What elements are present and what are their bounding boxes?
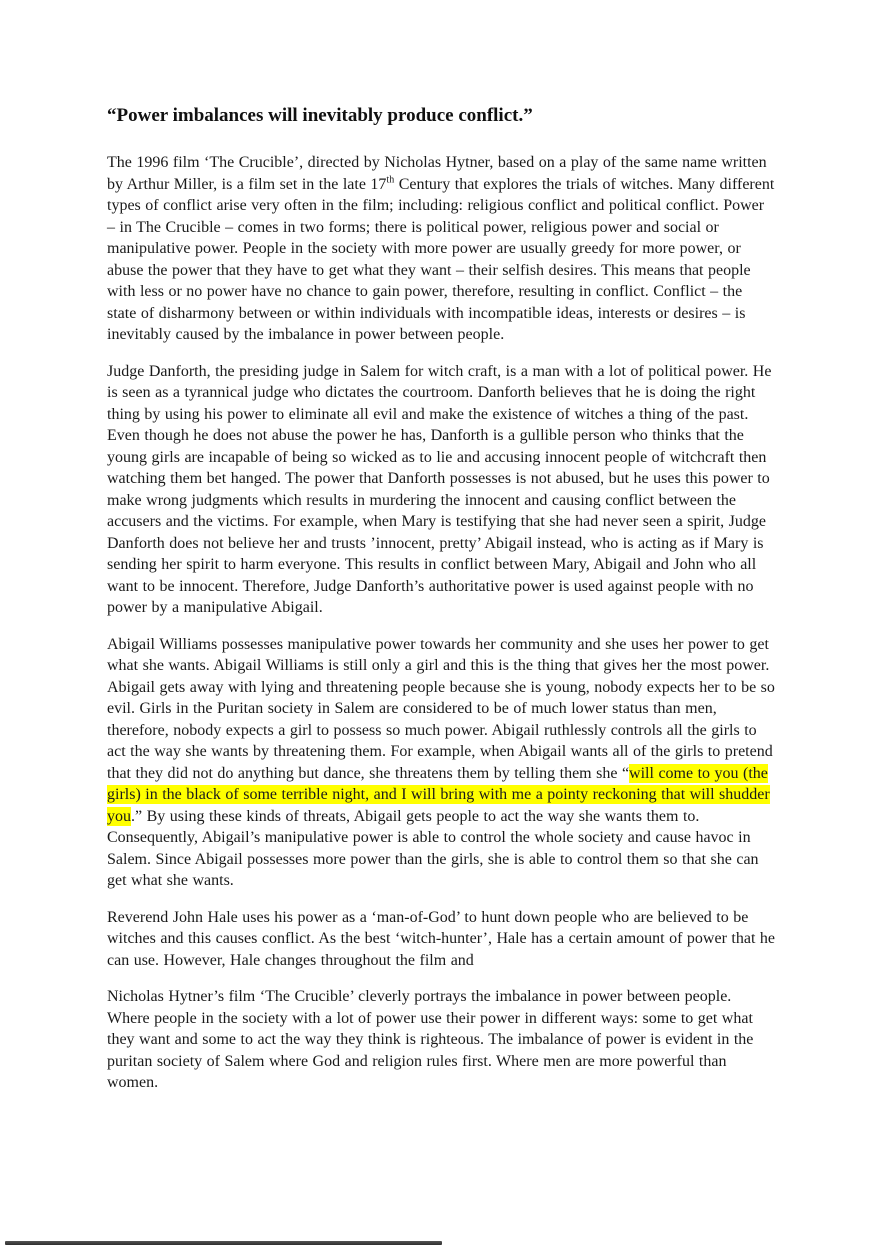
essay-title: “Power imbalances will inevitably produce conflict.”	[107, 105, 533, 126]
paragraph-abigail	[107, 634, 775, 892]
highlighted-quote: will come to you (the girls) in the black of some terrible night, and I will bring with me a pointy reckoning that will shudder you	[107, 764, 770, 825]
paragraph-text: .” By using these kinds of threats, Abigail gets people to act the way she wants them to. Consequently, Abigail’s manipulative power is able to control the whole society and cause havoc in Salem. Since Abigail possesses more power than the girls, she is able to control them so that she can get what she wants.	[107, 807, 759, 889]
paragraph-text: Century that explores the trials of witches. Many different types of conflict arise very often in the film; including: religious conflict and political conflict. Power – in The Crucible – comes in two forms; there is political power, religious power and social or manipulative power. People in the society with more power are usually greedy for more power, or abuse the power that they have to get what they want – their selfish desires. This means that people with less or no power have no chance to gain power, therefore, resulting in conflict. Conflict – the state of disharmony between or within individuals with incompatible ideas, interests or desires – is inevitably caused by the imbalance in power between people.	[107, 175, 775, 343]
paragraph-text: Judge Danforth, the presiding judge in Salem for witch craft, is a man with a lot of political power. He is seen as a tyrannical judge who dictates the courtroom. Danforth believes that he is doing the right thing by using his power to eliminate all evil and make the existence of witches a thing of the past. Even though he does not abuse the power he has, Danforth is a gullible person who thinks that the young girls are incapable of being so wicked as to lie and accusing innocent people of witchcraft then watching them bet hanged. The power that Danforth possesses is not abused, but he uses this power to make wrong judgments which results in murdering the innocent and causing conflict between the accusers and the victims. For example, when Mary is testifying that she had never seen a spirit, Judge Danforth does not believe her and trusts ’innocent, pretty’ Abigail instead, who is acting as if Mary is sending her spirit to harm everyone. This results in conflict between Mary, Abigail and John who all want to be innocent. Therefore, Judge Danforth’s authoritative power is used against people with no power by a manipulative Abigail.	[107, 362, 772, 616]
paragraph-danforth	[107, 361, 775, 619]
bottom-edge-bar	[5, 1241, 442, 1245]
paragraph-conclusion	[107, 986, 775, 1094]
ordinal-superscript: th	[386, 174, 395, 186]
paragraph-text: The 1996 film ‘The Crucible’, directed by Nicholas Hytner, based on a play of the same name written by Arthur Miller, is a film set in the late 17	[107, 154, 767, 193]
paragraph-text: Nicholas Hytner’s film ‘The Crucible’ cleverly portrays the imbalance in power between people. Where people in the society with a lot of power use their power in different ways: some to get what they want and some to act the way they think is righteous. The imbalance of power is evident in the puritan society of Salem where God and religion rules first. Where men are more powerful than women.	[107, 988, 754, 1091]
paragraph-text: Abigail Williams possesses manipulative power towards her community and she uses her power to get what she wants. Abigail Williams is still only a girl and this is the thing that gives her the most power. Abigail gets away with lying and threatening people because she is young, nobody expects her to be so evil. Girls in the Puritan society in Salem are considered to be of much lower status than men, therefore, nobody expects a girl to possess so much power. Abigail ruthlessly controls all the girls to act the way she wants by threatening them. For example, when Abigail wants all of the girls to pretend that they did not do anything but dance, she threatens them by telling them she “	[107, 635, 775, 782]
paragraph-text: Reverend John Hale uses his power as a ‘man-of-God’ to hunt down people who are believed to be witches and this causes conflict. As the best ‘witch-hunter’, Hale has a certain amount of power that he can use. However, Hale changes throughout the film and	[107, 908, 775, 969]
paragraph-introduction	[107, 152, 775, 346]
paragraph-hale	[107, 907, 775, 972]
essay-content	[107, 104, 775, 1109]
